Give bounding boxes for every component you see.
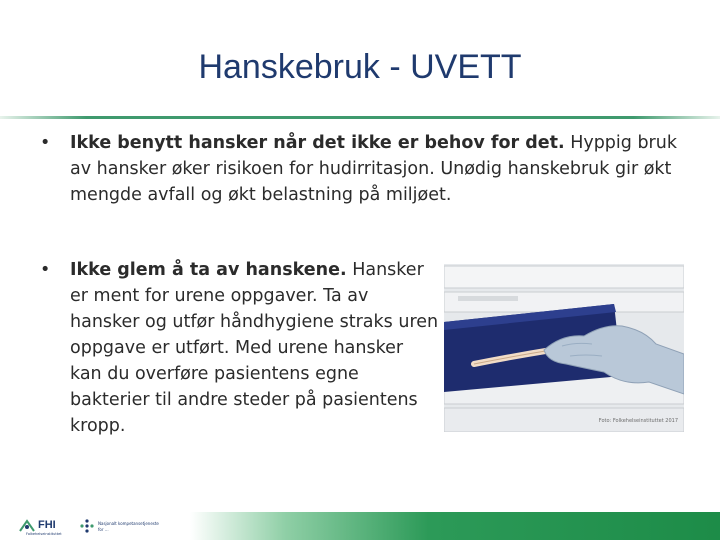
bullet-1 [40,130,690,208]
fhi-logo [10,516,70,538]
photo-credit: Foto: Folkehelseinstituttet 2017 [598,418,678,424]
glove-drawer-illustration [444,264,684,432]
bullet-2-bold: Ikke glem å ta av hanskene. [70,260,347,280]
partner-dots-icon [78,518,96,536]
partner-logo-text [98,521,159,533]
bullet-dot: • [40,133,51,153]
partner-logo-line-1: Nasjonalt kompetansetjeneste [98,521,159,526]
fhi-logo-text: FHI [38,519,56,531]
bullet-1-text: Hyppig bruk av hansker øker risikoen for hudirritasjon. Unødig hanskebruk gir økt mengde avfall og økt belastning på miljøet. [70,133,677,205]
bullet-dot: • [40,260,51,280]
partner-logo [76,516,186,538]
bullet-2-text: Hansker er ment for urene oppgaver. Ta av hansker og utfør håndhygiene straks uren oppgave er utført. Med urene hansker kan du overføre pasientens egne bakterier til andre steder på pasientens kropp. [70,260,439,436]
bullet-2 [40,257,440,439]
slide-title: Hanskebruk - UVETT [198,48,522,86]
fhi-logo-subtext: Folkehelseinstituttet [26,532,62,536]
title-divider [0,116,720,119]
fhi-mark-icon [18,519,36,533]
partner-logo-line-2: for ... [98,527,109,532]
footer-green-bar [190,512,720,540]
bullet-1-bold: Ikke benytt hansker når det ikke er behov for det. [70,133,565,153]
glove-photo [444,264,684,432]
footer [0,512,720,540]
